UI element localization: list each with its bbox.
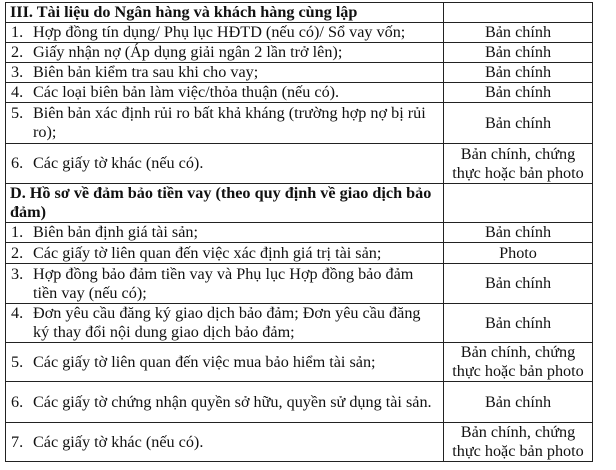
item-text: Các loại biên bản làm việc/thỏa thuận (nếu có). (33, 83, 340, 101)
item-text: Hợp đồng bảo đảm tiền vay và Phụ lục Hợp đồng bảo đảm tiền vay (nếu có); (33, 264, 414, 302)
item-number: 5. (11, 104, 24, 122)
document-type: Bản chính (444, 304, 593, 343)
table-row (6, 243, 593, 264)
document-type: Bản chính (444, 223, 593, 243)
item-number: 6. (11, 392, 24, 411)
item-number: 7. (11, 432, 24, 451)
table-row (6, 264, 593, 304)
document-type: Bản chính, chứng thực hoặc bản photo (444, 144, 593, 184)
section-header-row (6, 3, 593, 23)
document-type: Bản chính (444, 264, 593, 304)
item-text: Biên bản kiểm tra sau khi cho vay; (33, 63, 259, 81)
section-title: III. Tài liệu do Ngân hàng và khách hàng cùng lập (6, 3, 444, 23)
document-type: Photo (444, 243, 593, 264)
document-type: Bản chính (444, 63, 593, 83)
table-row (6, 23, 593, 43)
item-number: 4. (11, 304, 24, 322)
document-type: Bản chính, chứng thực hoặc bản photo (444, 343, 593, 382)
table-row (6, 382, 593, 423)
section-title: D. Hồ sơ về đảm bảo tiền vay (theo quy định về giao dịch bảo đảm) (6, 184, 444, 223)
document-type: Bản chính (444, 23, 593, 43)
document-type: Bản chính, chứng thực hoặc bản photo (444, 423, 593, 462)
table-row (6, 63, 593, 83)
item-number: 3. (11, 63, 24, 81)
item-text: Các giấy tờ khác (nếu có). (33, 154, 204, 172)
item-text: Các giấy tờ khác (nếu có). (33, 432, 204, 451)
item-number: 6. (11, 154, 24, 172)
item-text: Biên bản định giá tài sản; (33, 223, 198, 241)
section-header-row (6, 184, 593, 223)
item-number: 1. (11, 223, 24, 241)
table-row (6, 304, 593, 343)
item-text: Các giấy tờ liên quan đến việc mua bảo hiểm tài sản; (33, 352, 376, 371)
empty-cell (444, 3, 593, 23)
table-row (6, 43, 593, 63)
item-number: 4. (11, 83, 24, 101)
table-row (6, 83, 593, 103)
document-table (5, 2, 593, 462)
item-text: Đơn yêu cầu đăng ký giao dịch bảo đảm; Đơn yêu cầu đăng ký thay đổi nội dung giao dịch bảo đảm; (33, 304, 421, 341)
table-row (6, 103, 593, 144)
empty-cell (444, 184, 593, 223)
table-row (6, 144, 593, 184)
table-row (6, 223, 593, 243)
item-text: Các giấy tờ chứng nhận quyền sở hữu, quyền sử dụng tài sản. (33, 392, 432, 411)
item-text: Hợp đồng tín dụng/ Phụ lục HĐTD (nếu có)/ Sổ vay vốn; (33, 23, 406, 41)
item-text: Các giấy tờ liên quan đến việc xác định giá trị tài sản; (33, 243, 382, 262)
document-type: Bản chính (444, 83, 593, 103)
table-row (6, 343, 593, 382)
document-type: Bản chính (444, 103, 593, 144)
document-type: Bản chính (444, 43, 593, 63)
item-number: 3. (11, 264, 24, 283)
item-text: Biên bản xác định rủi ro bất khả kháng (trường hợp nợ bị rủi ro); (33, 104, 426, 141)
item-number: 2. (11, 43, 24, 61)
item-number: 2. (11, 243, 24, 262)
table-row (6, 423, 593, 462)
item-number: 1. (11, 23, 24, 41)
document-type: Bản chính (444, 382, 593, 423)
item-text: Giấy nhận nợ (Áp dụng giải ngân 2 lần trở lên); (33, 43, 343, 61)
item-number: 5. (11, 352, 24, 371)
